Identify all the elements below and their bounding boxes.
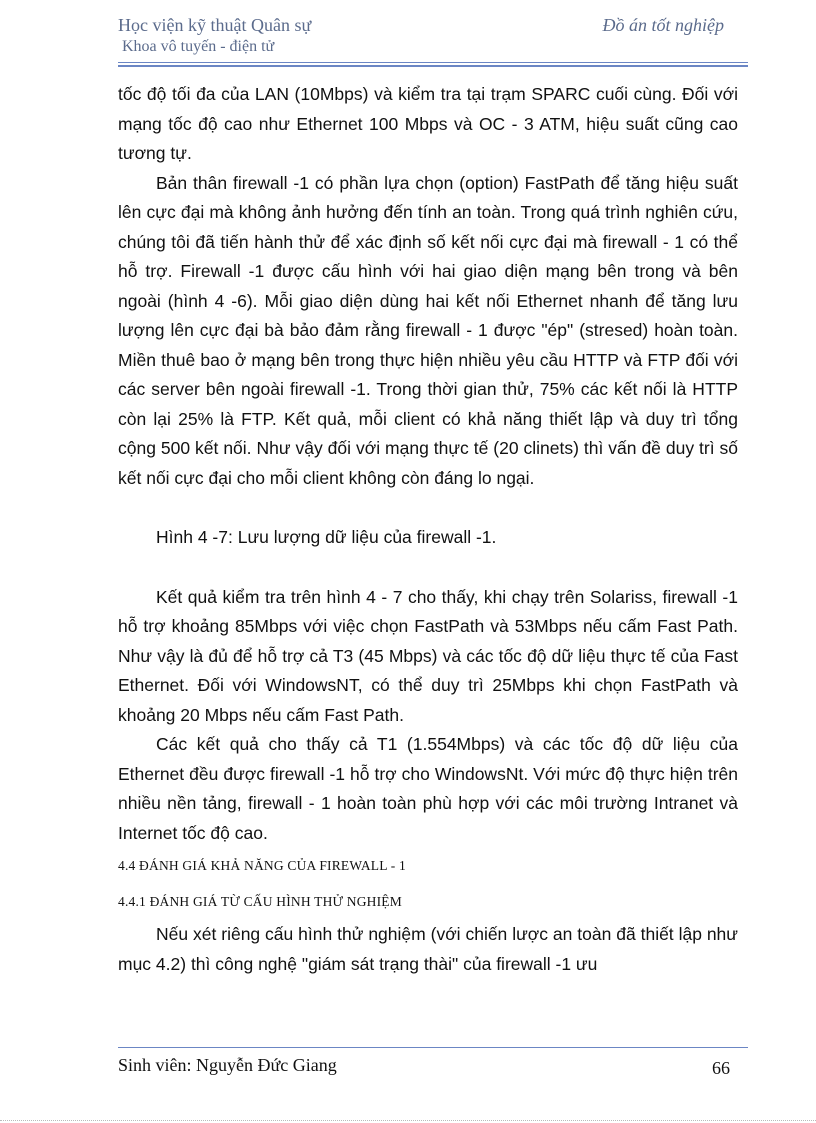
spacer	[118, 493, 738, 523]
header-doc-type: Đồ án tốt nghiệp	[602, 15, 724, 35]
paragraph-1: tốc độ tối đa của LAN (10Mbps) và kiểm tra tại trạm SPARC cuối cùng. Đối với mạng tốc độ cao như Ethernet 100 Mbps và OC - 3 ATM, hiệu suất cũng cao tương tự.	[118, 84, 738, 163]
header-faculty: Khoa vô tuyến - điện tử	[122, 38, 275, 55]
spacer	[118, 553, 738, 583]
paragraph-4: Các kết quả cho thấy cả T1 (1.554Mbps) và các tốc độ dữ liệu của Ethernet đều được firewall -1 hỗ trợ cho WindowsNt. Với mức độ thực hiện trên nhiều nền tảng, firewall - 1 hoàn toàn phù hợp với các môi trường Intranet và Internet tốc độ cao.	[118, 734, 738, 843]
header-rule-thick	[118, 65, 748, 67]
section-heading-4-4-1: 4.4.1 ĐÁNH GIÁ TỪ CẤU HÌNH THỬ NGHIỆM	[118, 894, 402, 909]
paragraph-2: Bản thân firewall -1 có phần lựa chọn (option) FastPath để tăng hiệu suất lên cực đại mà không ảnh hưởng đến tính an toàn. Trong quá trình nghiên cứu, chúng tôi đã tiến hành thử để xác định số kết nối cực đại mà firewall - 1 có thể hỗ trợ. Firewall -1 được cấu hình với hai giao diện mạng bên trong và bên ngoài (hình 4 -6). Mỗi giao diện dùng hai kết nối Ethernet nhanh để tăng lưu lượng lên cực đại bà bảo đảm rằng firewall - 1 được "ép" (stresed) hoàn toàn. Miền thuê bao ở mạng bên trong thực hiện nhiều yêu cầu HTTP và FTP đối với các server bên ngoài firewall -1. Trong thời gian thử, 75% các kết nối là HTTP còn lại 25% là FTP. Kết quả, mỗi client có khả năng thiết lập và duy trì tổng cộng 500 kết nối. Như vậy đối với mạng thực tế (20 clinets) thì vấn đề duy trì số kết nối cực đại cho mỗi client không còn đáng lo ngại.	[118, 172, 738, 488]
paragraph-5: Nếu xét riêng cấu hình thử nghiệm (với chiến lược an toàn đã thiết lập như mục 4.2) thì công nghệ "giám sát trạng thài" của firewall -1 ưu	[118, 924, 738, 974]
footer-student: Sinh viên: Nguyễn Đức Giang	[118, 1055, 337, 1075]
header-left	[118, 14, 311, 58]
footer-rule	[118, 1047, 748, 1048]
page-number: 66	[712, 1058, 730, 1078]
page-edge-dotted-line	[0, 1120, 816, 1121]
header-rule-thin	[118, 62, 748, 63]
section-heading-4-4: 4.4 ĐÁNH GIÁ KHẢ NĂNG CỦA FIREWALL - 1	[118, 858, 406, 873]
body-text	[118, 80, 738, 979]
figure-caption: Hình 4 -7: Lưu lượng dữ liệu của firewall -1.	[156, 527, 497, 547]
paragraph-3: Kết quả kiểm tra trên hình 4 - 7 cho thấy, khi chạy trên Solariss, firewall -1 hỗ trợ khoảng 85Mbps với việc chọn FastPath và 53Mbps nếu cấm Fast Path. Như vậy là đủ để hỗ trợ cả T3 (45 Mbps) và các tốc độ dữ liệu thực tế của Fast Ethernet. Đối với WindowsNT, có thể duy trì 25Mbps khi chọn FastPath và khoảng 20 Mbps nếu cấm Fast Path.	[118, 586, 738, 725]
header-institute: Học viện kỹ thuật Quân sự	[118, 15, 312, 35]
